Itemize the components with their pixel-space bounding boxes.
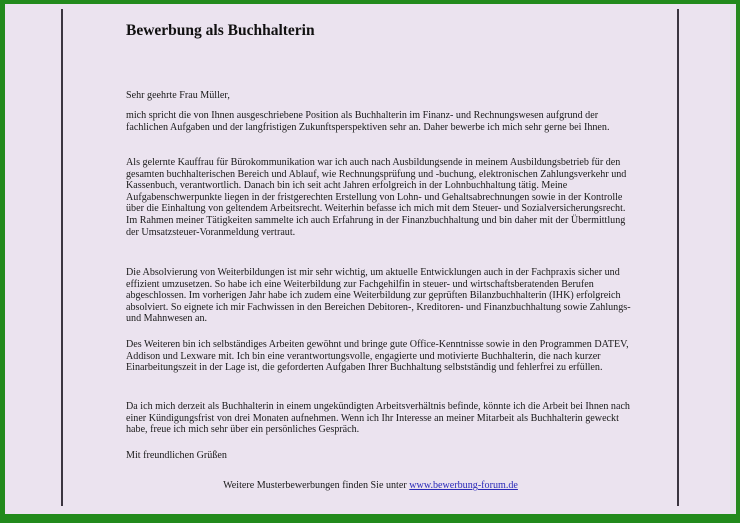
paragraph-skills: Des Weiteren bin ich selbständiges Arbeiten gewöhnt und bringe gute Office-Kenntnisse sowie in den Programmen DATEV, Addison und Lexware mit. Ich bin eine verantwortungsvolle, engagierte und motivierte Buchhalterin, die nach kurzer Einarbeitungszeit in der Lage ist, die geforderten Aufgaben Ihrer Buchhaltung selbstständig und fehlerfrei zu erfüllen. [126,339,629,374]
footer-text: Weitere Musterbewerbungen finden Sie unter [223,480,410,491]
footer [5,480,736,491]
letter-title: Bewerbung als Buchhalterin [126,22,315,39]
letter-page [5,4,736,514]
salutation: Sehr geehrte Frau Müller, [126,90,230,101]
footer-link[interactable]: www.bewerbung-forum.de [409,480,518,491]
paragraph-availability: Da ich mich derzeit als Buchhalterin in einem ungekündigten Arbeitsverhältnis befinde, könnte ich die Arbeit bei Ihnen nach einer Kündigungsfrist von drei Monaten aufnehmen. Wenn ich Ihr Interesse an meiner Mitarbeit als Buchhalterin geweckt habe, freue ich mich sehr über ein persönliches Gespräch. [126,401,630,436]
left-margin-rule [61,9,63,506]
page-edge [730,4,736,514]
watermark [23,492,24,498]
paragraph-experience: Als gelernte Kauffrau für Bürokommunikation war ich auch nach Ausbildungsende in meinem Ausbildungsbetrieb für den gesamten buchhalterischen Bereich und Ablauf, wie Rechnungsprüfung und -buchung, elektronischen Zahlungsverkehr und Kassenbuch, verantwortlich. Danach bin ich seit acht Jahren erfolgreich in der Lohnbuchhaltung tätig. Meine Aufgabenschwerpunkte liegen in der fristgerechten Erstellung von Lohn- und Gehaltsabrechnungen sowie in der Kontrolle über die Einhaltung von geltendem Arbeitsrecht. Weiterhin befasse ich mich mit dem Steuer- und Sozialversicherungsrecht. Im Rahmen meiner Tätigkeiten sammelte ich auch Erfahrung in der Finanzbuchhaltung und bin daher mit der Übermittlung der Umsatzsteuer-Voranmeldung vertraut. [126,157,627,238]
paragraph-training: Die Absolvierung von Weiterbildungen ist mir sehr wichtig, um aktuelle Entwicklungen auch in der Fachpraxis sicher und effizient umzusetzen. So habe ich eine Weiterbildung zur Fachgehilfin in steuer- und wirtschaftsberatenden Berufen abgeschlossen. Im vorherigen Jahr habe ich zudem eine Weiterbildung zur geprüften Bilanzbuchhalterin (IHK) erfolgreich absolviert. So eignete ich mir Fachwissen in den Bereichen Debitoren-, Kreditoren- und Finanzbuchhaltung sowie Zahlungs- und Mahnwesen an. [126,267,631,325]
closing: Mit freundlichen Grüßen [126,450,227,461]
right-margin-rule [677,9,679,506]
paragraph-intro: mich spricht die von Ihnen ausgeschriebene Position als Buchhalterin im Finanz- und Rechnungswesen aufgrund der fachlichen Aufgaben und der langfristigen Zukunftsperspektiven sehr an. Daher bewerbe ich mich sehr gerne bei Ihnen. [126,110,610,133]
